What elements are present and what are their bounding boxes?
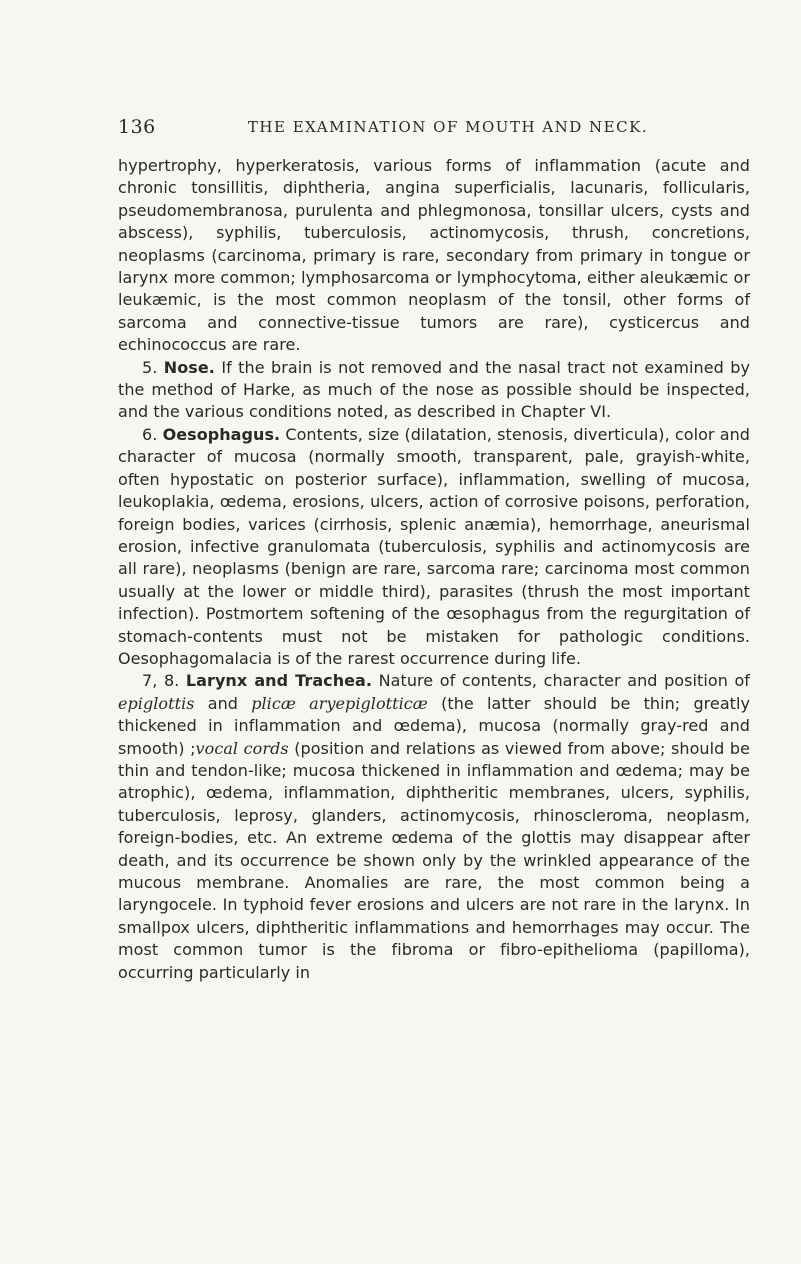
- paragraph-nose: [118, 357, 750, 424]
- paragraph-text: (position and relations as viewed from above; should be thin and tendon-like; mucosa thickened in inflammation and œdema; may be atrophic), œdema, inflammation, diphtheritic membranes, ulcers, syphilis, tuberculosis, leprosy, glanders, actinomycosis, rhinoscleroma, neoplasm, foreign-bodies, etc. An extreme œdema of the glottis may disappear after death, and its occurrence be shown only by the wrinkled appearance of the mucous membrane. Anomalies are rare, the most common being a laryngocele. In typhoid fever erosions and ulcers are not rare in the larynx. In smallpox ulcers, diphtheritic inflammations and hemorrhages may occur. The most common tumor is the fibroma or fibro-epithelioma (papilloma), occurring particularly in: [118, 738, 750, 982]
- page-header: [118, 116, 748, 142]
- paragraph-larynx-trachea: [118, 670, 750, 984]
- section-number: 7, 8.: [142, 671, 180, 691]
- running-head: THE EXAMINATION OF MOUTH AND NECK.: [247, 118, 649, 136]
- italic-term-epiglottis: epiglottis: [118, 693, 195, 713]
- paragraph-oesophagus: [118, 424, 750, 670]
- section-heading-oesophagus: Oesophagus.: [162, 424, 281, 444]
- section-heading-nose: Nose.: [163, 357, 215, 377]
- paragraph-text: and: [207, 693, 238, 713]
- body-text: [118, 155, 750, 984]
- paragraph-text: hypertrophy, hyperkeratosis, various forms of inflammation (acute and chronic tonsillitis, diphtheria, angina superficialis, lacunaris, follicularis, pseudomembranosa, purulenta and phlegmonosa, tonsillar ulcers, cysts and abscess), syphilis, tuberculosis, actinomycosis, thrush, concretions, neoplasms (carcinoma, primary is rare, secondary from primary in tongue or larynx more common; lymphosarcoma or lymphocytoma, either aleukæmic or leukæmic, is the most common neoplasm of the tonsil, other forms of sarcoma and connective-tissue tumors are rare), cysticercus and echinococcus are rare.: [118, 156, 750, 355]
- section-number: 5.: [142, 357, 158, 377]
- page-number: 136: [118, 116, 156, 138]
- italic-term-plicae: plicæ aryepiglotticæ: [251, 693, 428, 713]
- paragraph-text: (the latter should be thin; greatly thickened in inflammation and œdema), mucosa (normally gray-red and smooth) ;: [118, 693, 751, 758]
- paragraph-text: Nature of contents, character and position of: [378, 671, 750, 691]
- section-heading-larynx-trachea: Larynx and Trachea.: [185, 671, 373, 691]
- italic-term-vocal-cords: vocal cords: [195, 738, 289, 758]
- paragraph-text: Contents, size (dilatation, stenosis, diverticula), color and character of mucosa (normally smooth, transparent, pale, grayish-white, often hypostatic on posterior surface), inflammation, swelling of mucosa, leukoplakia, œdema, erosions, ulcers, action of corrosive poisons, perforation, foreign bodies, varices (cirrhosis, splenic anæmia), hemorrhage, aneurismal erosion, infective granulomata (tuberculosis, syphilis and actinomycosis are all rare), neoplasms (benign are rare, sarcoma rare; carcinoma most common usually at the lower or middle third), parasites (thrush the most important infection). Postmortem softening of the œsophagus from the regurgitation of stomach-contents must not be mistaken for pathologic conditions. Oesophagomalacia is of the rarest occurrence during life.: [118, 424, 750, 668]
- section-number: 6.: [142, 424, 158, 444]
- paragraph-continuation: [118, 155, 750, 357]
- paragraph-text: If the brain is not removed and the nasal tract not examined by the method of Harke, as much of the nose as possible should be inspected, and the various conditions noted, as described in Chapter VI.: [118, 357, 750, 422]
